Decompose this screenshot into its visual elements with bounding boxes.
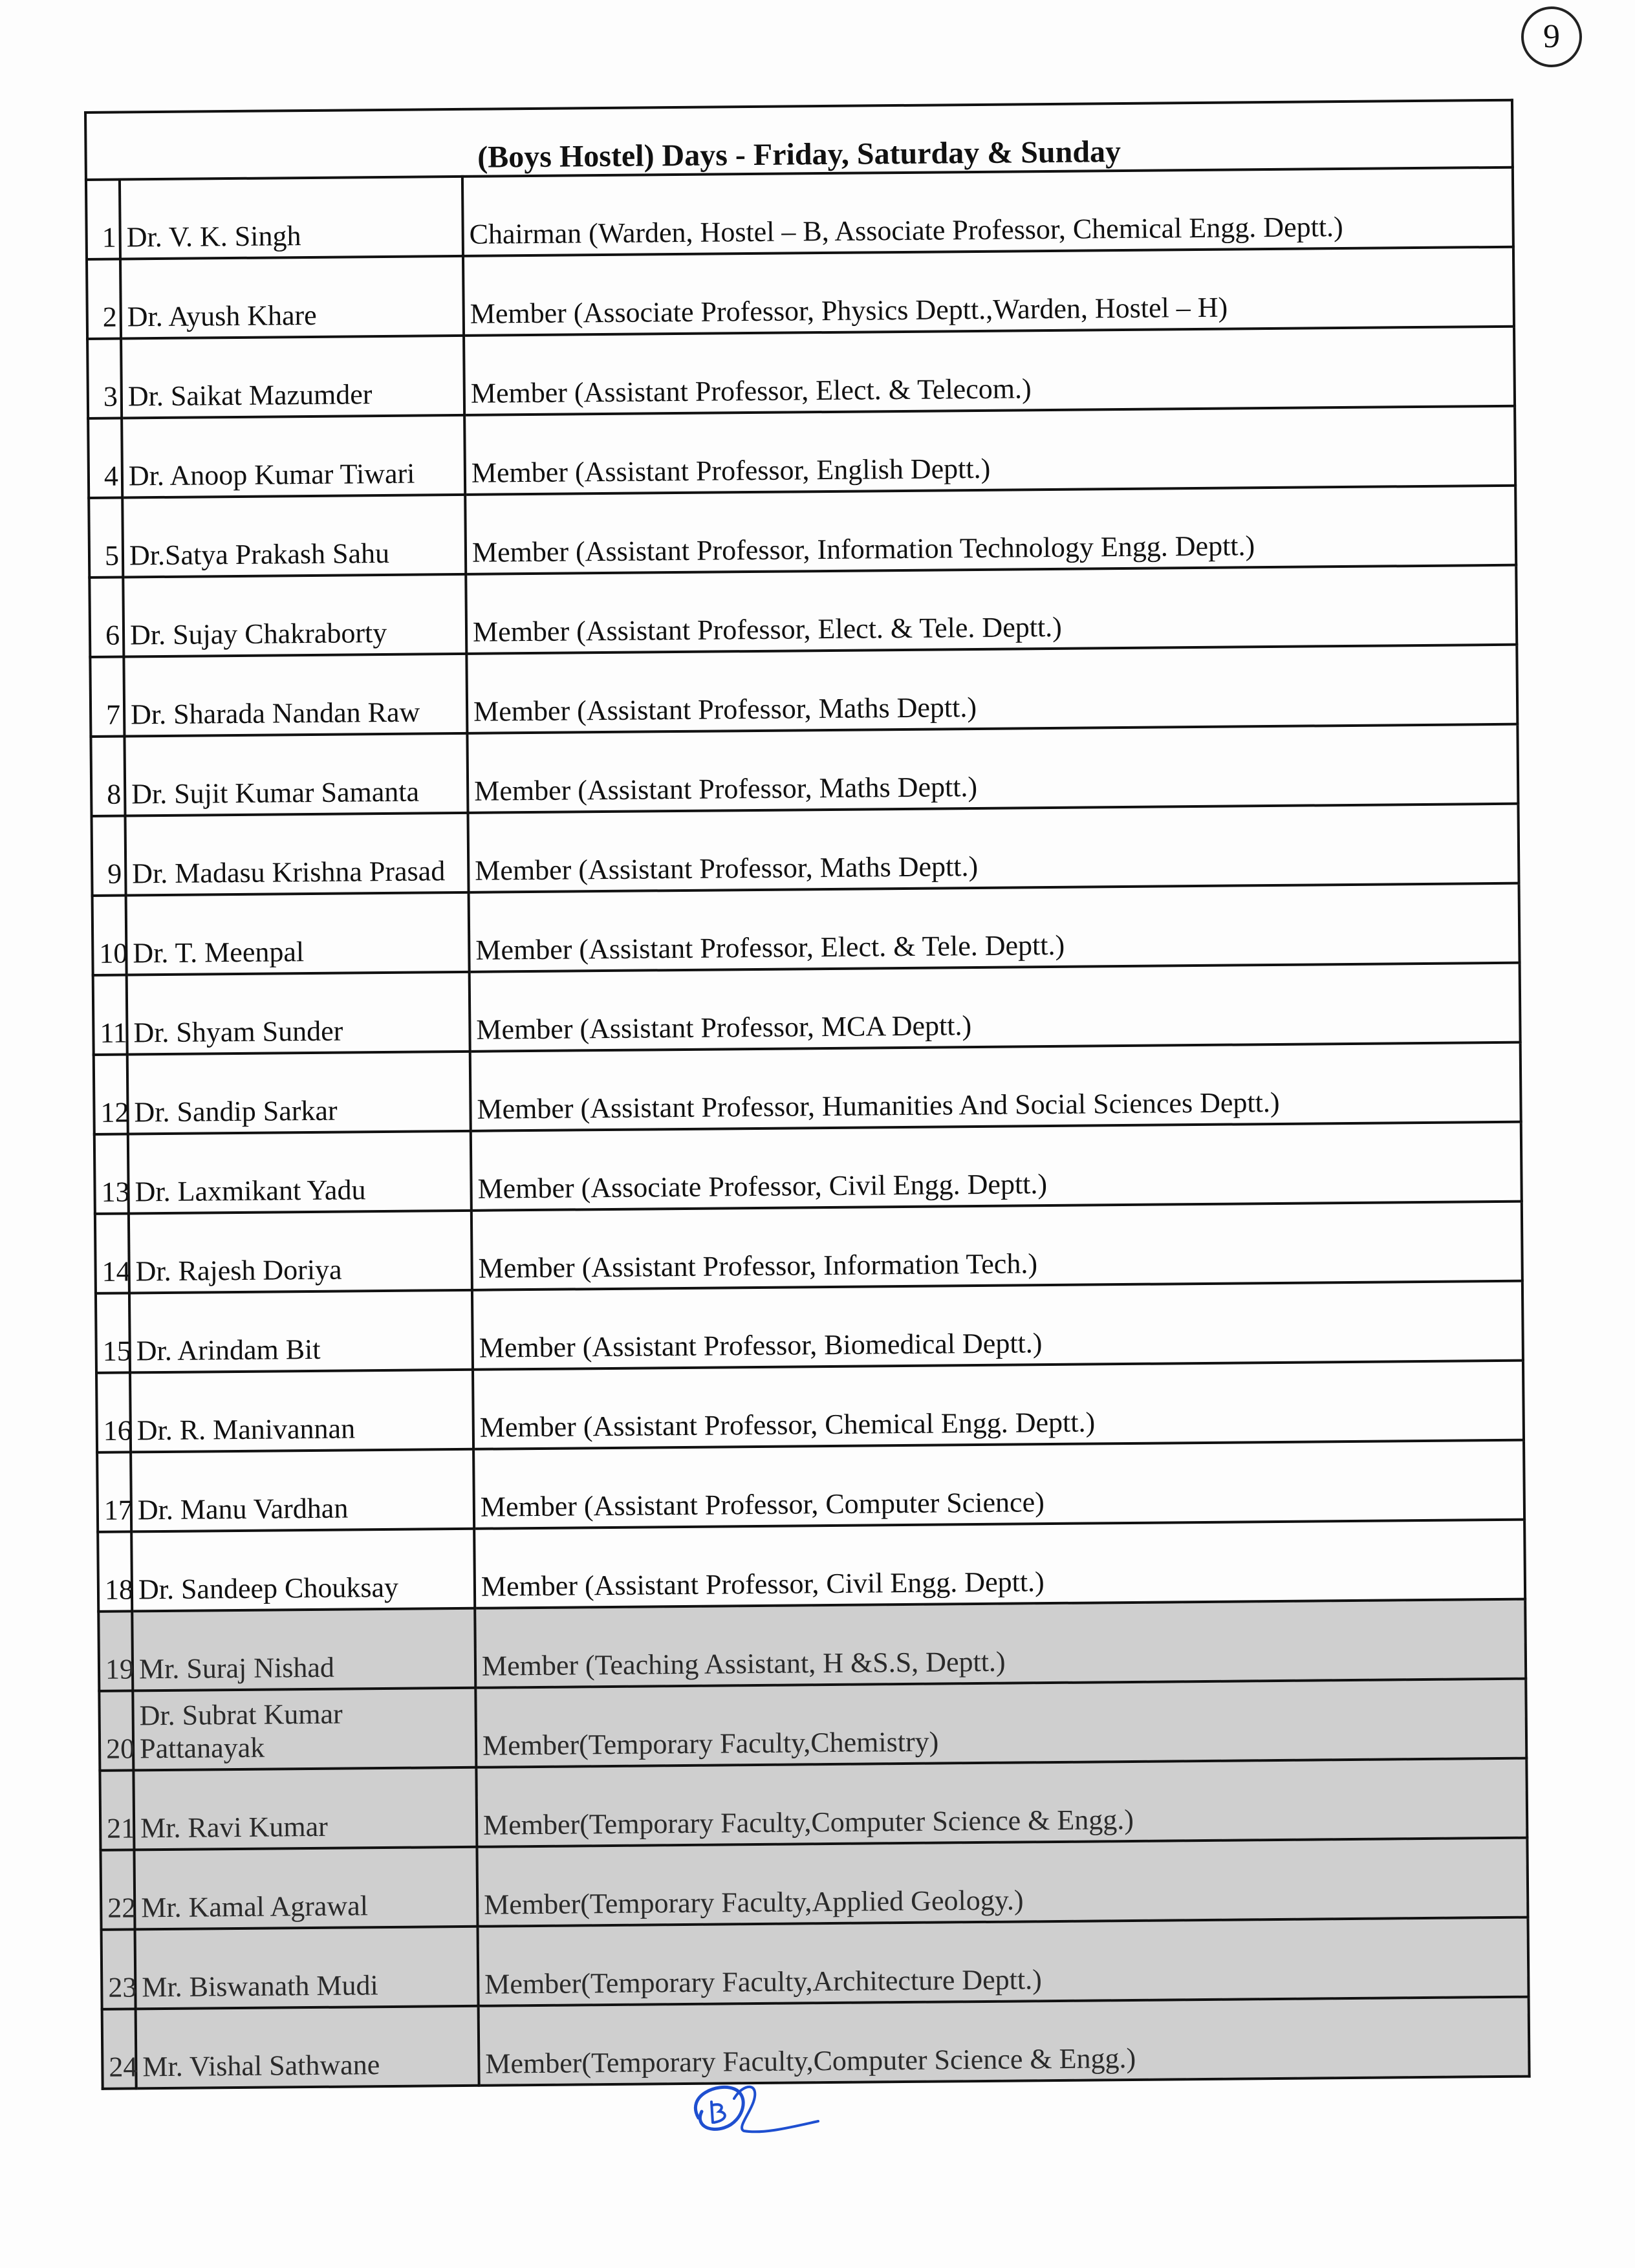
row-number: 11 xyxy=(93,975,127,1054)
member-name: Mr. Suraj Nishad xyxy=(132,1608,475,1691)
table-row xyxy=(95,1202,1522,1293)
member-name: Dr. Sandip Sarkar xyxy=(127,1052,471,1134)
member-role: Member (Assistant Professor, Civil Engg. Deptt.) xyxy=(474,1520,1525,1608)
member-name: Dr. Rajesh Doriya xyxy=(129,1211,472,1293)
row-number: 12 xyxy=(94,1054,128,1134)
row-number: 3 xyxy=(87,339,122,418)
member-role: Member (Assistant Professor, Information Tech.) xyxy=(471,1202,1522,1290)
member-role: Member (Associate Professor, Civil Engg. Deptt.) xyxy=(471,1122,1522,1211)
member-role: Member(Temporary Faculty,Applied Geology.) xyxy=(477,1838,1528,1927)
row-number: 16 xyxy=(96,1372,131,1452)
table-row xyxy=(100,1758,1527,1850)
member-role: Member (Assistant Professor, Humanities And Social Sciences Deptt.) xyxy=(470,1042,1521,1131)
member-role: Member (Assistant Professor, English Deptt.) xyxy=(464,406,1515,495)
member-name: Dr. Madasu Krishna Prasad xyxy=(125,813,469,896)
table-row xyxy=(87,327,1515,418)
member-name: Dr. Saikat Mazumder xyxy=(121,336,464,418)
table-row xyxy=(98,1599,1526,1691)
table-row xyxy=(99,1679,1526,1771)
page-number: 9 xyxy=(1521,6,1582,67)
row-number: 15 xyxy=(96,1293,130,1372)
member-role: Member (Assistant Professor, Biomedical Deptt.) xyxy=(472,1281,1523,1370)
table-row xyxy=(94,1122,1522,1214)
member-role: Member (Associate Professor, Physics Deptt.,Warden, Hostel – H) xyxy=(463,247,1514,336)
row-number: 20 xyxy=(99,1690,133,1770)
signature-initials xyxy=(673,2069,828,2154)
row-number: 8 xyxy=(91,736,125,815)
table-row xyxy=(94,1042,1521,1134)
table-row xyxy=(87,247,1514,339)
member-role: Member(Temporary Faculty,Computer Science & Engg.) xyxy=(476,1758,1527,1847)
member-role: Member (Assistant Professor, Elect. & Tele. Deptt.) xyxy=(466,565,1517,654)
table-row xyxy=(90,645,1517,737)
table-row xyxy=(88,406,1515,498)
member-name: Dr. Sujay Chakraborty xyxy=(123,574,466,657)
table-row xyxy=(89,565,1517,657)
member-role: Member (Assistant Professor, Maths Deptt.) xyxy=(466,645,1517,733)
member-name: Dr. Anoop Kumar Tiwari xyxy=(122,415,465,498)
row-number: 13 xyxy=(94,1134,129,1213)
member-role: Member(Temporary Faculty,Architecture Deptt.) xyxy=(478,1917,1529,2006)
member-name: Dr. Sujit Kumar Samanta xyxy=(124,733,468,816)
member-role: Member (Teaching Assistant, H &S.S, Deptt.) xyxy=(475,1599,1526,1688)
member-role: Member (Assistant Professor, Computer Science) xyxy=(473,1440,1524,1529)
member-role: Member (Assistant Professor, Information Technology Engg. Deptt.) xyxy=(465,486,1516,574)
table-row xyxy=(100,1838,1528,1930)
member-role: Member (Assistant Professor, Maths Deptt.) xyxy=(468,804,1519,892)
row-number: 22 xyxy=(100,1850,135,1929)
table-row xyxy=(89,486,1516,578)
row-number: 24 xyxy=(102,2009,136,2088)
table-row xyxy=(98,1520,1525,1612)
row-number: 9 xyxy=(92,815,126,895)
member-name: Dr. Arindam Bit xyxy=(129,1290,473,1373)
table-row xyxy=(91,724,1518,816)
member-name: Mr. Vishal Sathwane xyxy=(136,2006,479,2089)
row-number: 5 xyxy=(89,498,123,578)
row-number: 7 xyxy=(90,656,124,736)
member-name: Dr. Manu Vardhan xyxy=(131,1449,474,1532)
member-name: Mr. Ravi Kumar xyxy=(133,1767,477,1850)
roster-body xyxy=(86,167,1530,2089)
row-number: 1 xyxy=(86,180,120,259)
member-name: Dr. Subrat Kumar Pattanayak xyxy=(133,1688,476,1771)
row-number: 2 xyxy=(87,259,121,339)
member-name: Dr.Satya Prakash Sahu xyxy=(122,495,466,578)
member-name: Mr. Biswanath Mudi xyxy=(135,1927,479,2009)
table-row xyxy=(92,804,1519,896)
member-name: Dr. Sandeep Chouksay xyxy=(131,1529,475,1612)
member-name: Dr. R. Manivannan xyxy=(130,1370,473,1453)
member-role: Member (Assistant Professor, Maths Deptt.) xyxy=(467,724,1518,813)
table-row xyxy=(97,1440,1524,1532)
row-number: 17 xyxy=(97,1452,131,1531)
member-name: Dr. V. K. Singh xyxy=(120,177,463,259)
row-number: 4 xyxy=(88,418,122,498)
member-name: Dr. Ayush Khare xyxy=(120,256,464,339)
member-name: Dr. T. Meenpal xyxy=(126,892,470,975)
member-name: Dr. Shyam Sunder xyxy=(127,972,470,1055)
member-role: Member (Assistant Professor, Elect. & Telecom.) xyxy=(464,327,1515,415)
row-number: 14 xyxy=(95,1213,129,1293)
member-role: Member (Assistant Professor, Elect. & Tele. Deptt.) xyxy=(469,883,1520,972)
row-number: 21 xyxy=(100,1770,134,1850)
table-row xyxy=(92,883,1520,975)
member-name: Mr. Kamal Agrawal xyxy=(134,1847,477,1930)
row-number: 10 xyxy=(92,895,127,975)
member-role: Member(Temporary Faculty,Chemistry) xyxy=(475,1679,1526,1767)
member-name: Dr. Sharada Nandan Raw xyxy=(124,654,467,737)
table-row xyxy=(93,963,1521,1055)
member-name: Dr. Laxmikant Yadu xyxy=(128,1131,471,1214)
table-row xyxy=(96,1361,1524,1453)
table-row xyxy=(102,1917,1529,2009)
member-role: Member(Temporary Faculty,Computer Science & Engg.) xyxy=(479,1997,1530,2086)
member-role: Member (Assistant Professor, MCA Deptt.) xyxy=(470,963,1521,1052)
row-number: 18 xyxy=(98,1531,132,1611)
member-role: Chairman (Warden, Hostel – B, Associate Professor, Chemical Engg. Deptt.) xyxy=(462,167,1513,256)
table-title: (Boys Hostel) Days - Friday, Saturday & Sunday xyxy=(85,100,1513,180)
table-row xyxy=(96,1281,1523,1373)
member-role: Member (Assistant Professor, Chemical Engg. Deptt.) xyxy=(473,1361,1524,1449)
table-row xyxy=(86,167,1513,259)
committee-roster-table xyxy=(84,99,1531,2090)
row-number: 19 xyxy=(98,1611,133,1690)
row-number: 6 xyxy=(89,578,124,657)
row-number: 23 xyxy=(102,1929,136,2009)
